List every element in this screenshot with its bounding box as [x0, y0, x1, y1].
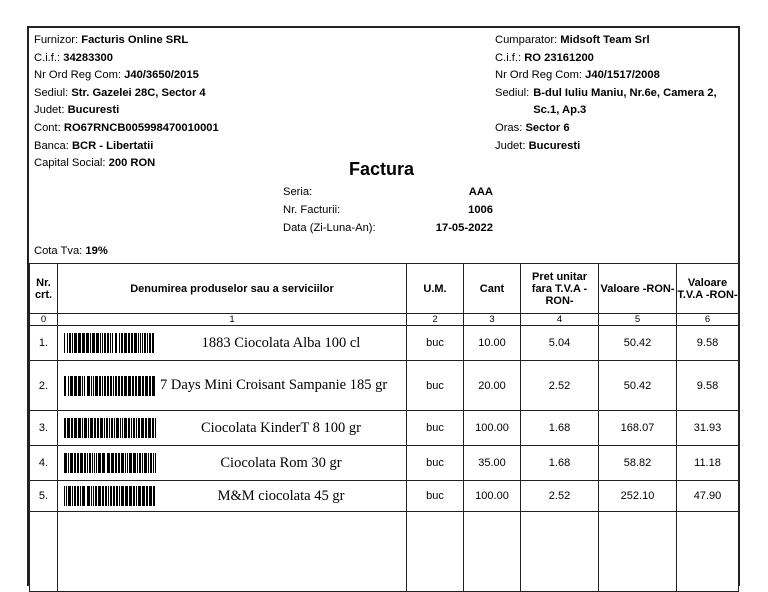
vat-label: Cota Tva: — [34, 245, 83, 257]
vat-value: 19% — [85, 245, 108, 257]
series-label: Seria: — [283, 186, 313, 198]
buyer-cif: RO 23161200 — [524, 51, 594, 64]
field-label: Banca: — [34, 139, 69, 152]
empty-cell — [599, 512, 677, 592]
row-price: 1.68 — [521, 446, 599, 481]
row-product — [58, 481, 407, 512]
empty-cell — [677, 512, 739, 592]
date-value: 17-05-2022 — [435, 222, 493, 234]
buyer-address-row — [495, 85, 740, 120]
column-index-row — [30, 314, 739, 326]
supplier-cif: 34283300 — [63, 51, 113, 64]
buyer-name-row — [495, 32, 740, 50]
supplier-name: Facturis Online SRL — [81, 34, 189, 46]
row-qty: 100.00 — [464, 411, 521, 446]
row-nr: 3. — [30, 411, 58, 446]
invoice-title: Factura — [349, 159, 415, 179]
row-vat: 11.18 — [677, 446, 739, 481]
row-value: 58.82 — [599, 446, 677, 481]
number-label: Nr. Facturii: — [283, 204, 341, 216]
table-header-row — [30, 264, 739, 314]
row-price: 5.04 — [521, 326, 599, 361]
col-index: 6 — [677, 314, 739, 326]
buyer-city: Sector 6 — [525, 121, 570, 134]
table-row — [30, 411, 739, 446]
product-name: 1883 Ciocolata Alba 100 cl — [201, 334, 361, 351]
col-index: 5 — [599, 314, 677, 326]
row-product — [58, 446, 407, 481]
row-vat: 31.93 — [677, 411, 739, 446]
field-label: Sediul: — [495, 86, 530, 99]
field-label: Furnizor: — [34, 34, 79, 46]
row-nr: 2. — [30, 361, 58, 411]
col-index: 0 — [30, 314, 58, 326]
date-label: Data (Zi-Luna-An): — [283, 222, 376, 234]
col-header-value: Valoare -RON- — [599, 264, 677, 314]
series-value: AAA — [468, 186, 493, 198]
field-label: C.i.f.: — [495, 51, 522, 64]
supplier-account: RO67RNCB005998470010001 — [63, 121, 219, 134]
empty-table-row — [30, 512, 739, 592]
empty-cell — [30, 512, 58, 592]
supplier-block — [34, 32, 219, 173]
vat-rate — [34, 245, 108, 257]
row-nr: 1. — [30, 326, 58, 361]
field-label: Oras: — [495, 121, 523, 134]
items-table — [29, 263, 739, 592]
product-name: 7 Days Mini Croisant Sampanie 185 gr — [160, 377, 388, 393]
row-vat: 9.58 — [677, 361, 739, 411]
barcode-icon — [64, 376, 156, 396]
row-product — [58, 411, 407, 446]
barcode-icon — [64, 418, 156, 438]
col-index: 2 — [407, 314, 464, 326]
row-um: buc — [407, 326, 464, 361]
invoice-meta — [283, 183, 493, 237]
product-name: M&M ciocolata 45 gr — [217, 487, 345, 504]
field-label: Nr Ord Reg Com: — [495, 69, 583, 82]
supplier-county: Bucuresti — [67, 104, 120, 117]
supplier-name-row — [34, 32, 219, 50]
number-value: 1006 — [468, 204, 493, 216]
buyer-county: Bucuresti — [528, 139, 581, 152]
row-qty: 10.00 — [464, 326, 521, 361]
row-value: 168.07 — [599, 411, 677, 446]
col-header-price: Pret unitar fara T.V.A -RON- — [521, 264, 599, 314]
buyer-address: B-dul Iuliu Maniu, Nr.6e, Camera 2, Sc.1, Ap.3 — [533, 86, 717, 117]
col-header-um: U.M. — [407, 264, 464, 314]
supplier-capital-row — [34, 155, 219, 173]
supplier-address: Str. Gazelei 28C, Sector 4 — [71, 86, 206, 99]
buyer-block — [495, 32, 740, 155]
buyer-cif-row — [495, 50, 740, 68]
field-label: C.i.f.: — [34, 51, 61, 64]
empty-cell — [521, 512, 599, 592]
row-value: 252.10 — [599, 481, 677, 512]
barcode-icon — [64, 453, 156, 473]
barcode-icon — [64, 486, 156, 506]
field-label: Cont: — [34, 121, 61, 134]
row-um: buc — [407, 481, 464, 512]
buyer-county-row — [495, 138, 740, 156]
row-vat: 47.90 — [677, 481, 739, 512]
buyer-city-row — [495, 120, 740, 138]
field-label: Sediul: — [34, 86, 69, 99]
empty-cell — [464, 512, 521, 592]
field-label: Capital Social: — [34, 157, 106, 170]
buyer-regcom: J40/1517/2008 — [585, 69, 660, 82]
supplier-regcom: J40/3650/2015 — [124, 69, 199, 82]
row-price: 1.68 — [521, 411, 599, 446]
supplier-regcom-row — [34, 67, 219, 85]
table-row — [30, 446, 739, 481]
field-label: Judet: — [34, 104, 65, 117]
row-value: 50.42 — [599, 326, 677, 361]
field-label: Judet: — [495, 139, 526, 152]
supplier-account-row — [34, 120, 219, 138]
row-qty: 35.00 — [464, 446, 521, 481]
supplier-county-row — [34, 102, 219, 120]
row-value: 50.42 — [599, 361, 677, 411]
row-price: 2.52 — [521, 481, 599, 512]
supplier-cif-row — [34, 50, 219, 68]
barcode-icon — [64, 333, 156, 353]
row-qty: 100.00 — [464, 481, 521, 512]
col-header-nr: Nr. crt. — [30, 264, 58, 314]
row-product — [58, 326, 407, 361]
row-nr: 5. — [30, 481, 58, 512]
empty-cell — [58, 512, 407, 592]
table-row — [30, 361, 739, 411]
table-row — [30, 481, 739, 512]
row-vat: 9.58 — [677, 326, 739, 361]
row-nr: 4. — [30, 446, 58, 481]
col-index: 4 — [521, 314, 599, 326]
product-name: Ciocolata KinderT 8 100 gr — [200, 419, 361, 436]
col-header-vat: Valoare T.V.A -RON- — [677, 264, 739, 314]
product-name: Ciocolata Rom 30 gr — [220, 454, 342, 471]
invoice-sheet — [27, 26, 740, 586]
col-header-name: Denumirea produselor sau a serviciilor — [58, 264, 407, 314]
supplier-bank: BCR - Libertatii — [71, 139, 154, 152]
supplier-bank-row — [34, 138, 219, 156]
row-product — [58, 361, 407, 411]
table-row — [30, 326, 739, 361]
row-um: buc — [407, 361, 464, 411]
buyer-name: Midsoft Team Srl — [560, 34, 650, 46]
row-um: buc — [407, 446, 464, 481]
col-index: 1 — [58, 314, 407, 326]
col-header-qty: Cant — [464, 264, 521, 314]
field-label: Cumparator: — [495, 34, 558, 46]
supplier-capital: 200 RON — [108, 157, 156, 170]
supplier-address-row — [34, 85, 219, 103]
buyer-regcom-row — [495, 67, 740, 85]
row-qty: 20.00 — [464, 361, 521, 411]
row-price: 2.52 — [521, 361, 599, 411]
row-um: buc — [407, 411, 464, 446]
field-label: Nr Ord Reg Com: — [34, 69, 122, 82]
empty-cell — [407, 512, 464, 592]
col-index: 3 — [464, 314, 521, 326]
